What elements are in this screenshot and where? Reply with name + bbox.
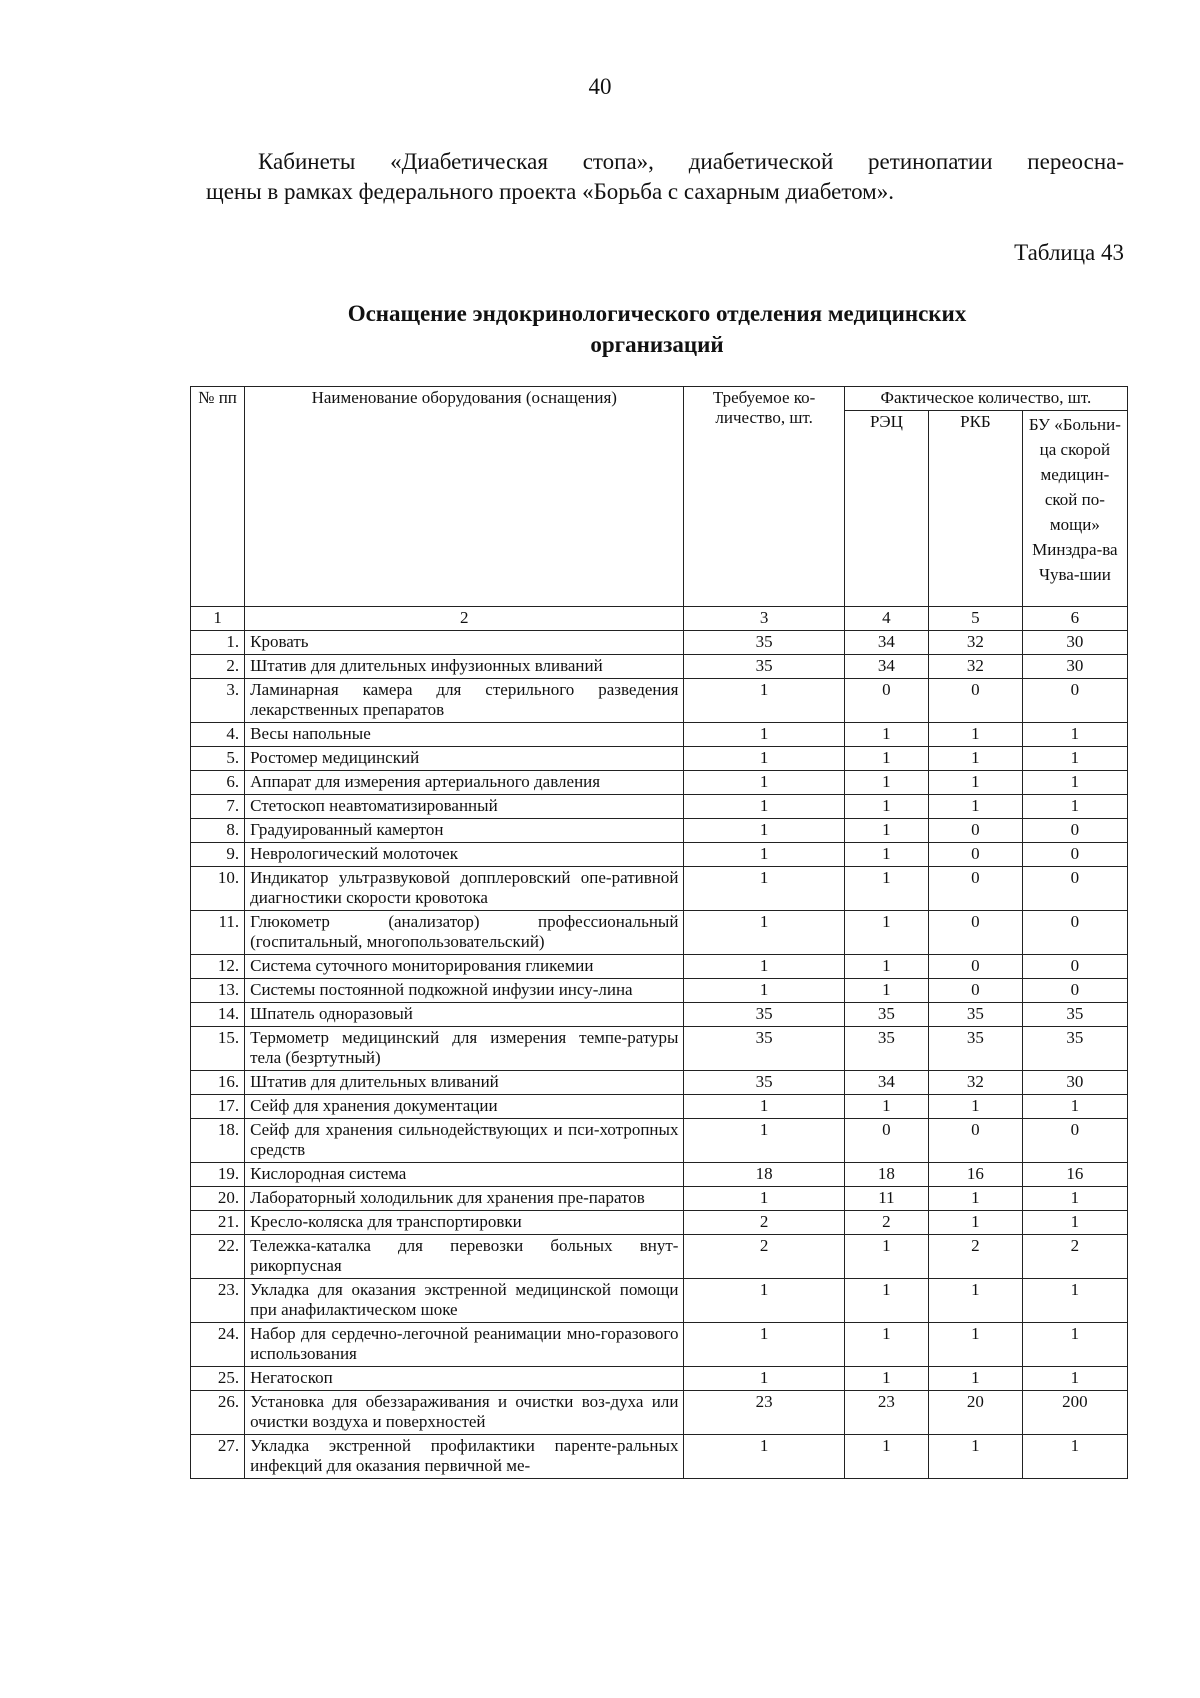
required-qty: 1: [684, 723, 844, 747]
required-qty: 35: [684, 1027, 844, 1071]
rkb-qty: 0: [929, 867, 1023, 911]
bu-qty: 1: [1022, 771, 1127, 795]
table-row: [191, 1235, 1128, 1279]
intro-line-2: щены в рамках федерального проекта «Борьба с сахарным диабетом».: [206, 179, 894, 204]
row-number: 12.: [191, 955, 245, 979]
rec-qty: 2: [844, 1211, 928, 1235]
table-row: [191, 1435, 1128, 1479]
rkb-qty: 0: [929, 979, 1023, 1003]
bu-qty: 0: [1022, 679, 1127, 723]
equipment-name: Аппарат для измерения артериального давления: [245, 771, 684, 795]
row-number: 5.: [191, 747, 245, 771]
bu-qty: 30: [1022, 1071, 1127, 1095]
rec-qty: 1: [844, 1323, 928, 1367]
bu-qty: 1: [1022, 723, 1127, 747]
rec-qty: 18: [844, 1163, 928, 1187]
bu-qty: 1: [1022, 795, 1127, 819]
page-number: 40: [588, 74, 612, 99]
table-row: [191, 1279, 1128, 1323]
row-number: 1.: [191, 631, 245, 655]
required-qty: 23: [684, 1391, 844, 1435]
rec-qty: 1: [844, 979, 928, 1003]
rkb-qty: 0: [929, 911, 1023, 955]
row-number: 13.: [191, 979, 245, 1003]
equipment-name: Штатив для длительных инфузионных вливаний: [245, 655, 684, 679]
row-number: 16.: [191, 1071, 245, 1095]
table-label: Таблица 43: [1014, 240, 1124, 265]
rec-qty: 34: [844, 1071, 928, 1095]
table-header: [191, 387, 1128, 631]
row-number: 4.: [191, 723, 245, 747]
rkb-qty: 1: [929, 1435, 1023, 1479]
equipment-name: Кислородная система: [245, 1163, 684, 1187]
equipment-name: Индикатор ультразвуковой допплеровский опе-ративной диагностики скорости кровотока: [245, 867, 684, 911]
table-row: [191, 867, 1128, 911]
table-row: [191, 679, 1128, 723]
required-qty: 1: [684, 1435, 844, 1479]
required-qty: 1: [684, 1119, 844, 1163]
row-number: 23.: [191, 1279, 245, 1323]
equipment-name: Негатоскоп: [245, 1367, 684, 1391]
bu-qty: 1: [1022, 1367, 1127, 1391]
intro-line-1: Кабинеты «Диабетическая стопа», диабетической ретинопатии переосна-: [258, 149, 1124, 174]
equipment-name: Сейф для хранения сильнодействующих и пси-хотропных средств: [245, 1119, 684, 1163]
equipment-name: Установка для обеззараживания и очистки воз-духа или очистки воздуха и поверхностей: [245, 1391, 684, 1435]
bu-qty: 1: [1022, 1187, 1127, 1211]
col-number-5: 5: [929, 607, 1023, 631]
row-number: 11.: [191, 911, 245, 955]
col-number-1: 1: [191, 607, 245, 631]
rec-qty: 1: [844, 843, 928, 867]
intro-paragraph: [206, 147, 1124, 207]
row-number: 15.: [191, 1027, 245, 1071]
rkb-qty: 16: [929, 1163, 1023, 1187]
required-qty: 35: [684, 655, 844, 679]
row-number: 20.: [191, 1187, 245, 1211]
bu-qty: 1: [1022, 747, 1127, 771]
header-rec: РЭЦ: [844, 411, 928, 607]
required-qty: 1: [684, 1187, 844, 1211]
required-qty: 1: [684, 795, 844, 819]
table-row: [191, 819, 1128, 843]
bu-qty: 30: [1022, 631, 1127, 655]
header-required: Требуемое ко-личество, шт.: [684, 387, 844, 607]
table-title: [0, 298, 1200, 360]
table-row: [191, 1027, 1128, 1071]
rkb-qty: 35: [929, 1003, 1023, 1027]
bu-qty: 0: [1022, 979, 1127, 1003]
header-bu: БУ «Больни-ца скорой медицин-ской по-мощи» Минздра-ва Чува-шии: [1022, 411, 1127, 607]
col-number-4: 4: [844, 607, 928, 631]
row-number: 27.: [191, 1435, 245, 1479]
rkb-qty: 32: [929, 631, 1023, 655]
row-number: 17.: [191, 1095, 245, 1119]
equipment-name: Шпатель одноразовый: [245, 1003, 684, 1027]
required-qty: 1: [684, 867, 844, 911]
table-row: [191, 1187, 1128, 1211]
rec-qty: 1: [844, 955, 928, 979]
bu-qty: 35: [1022, 1003, 1127, 1027]
equipment-table: [190, 386, 1128, 1479]
table-row: [191, 1071, 1128, 1095]
table-row: [191, 1163, 1128, 1187]
rec-qty: 23: [844, 1391, 928, 1435]
table-row: [191, 1211, 1128, 1235]
required-qty: 1: [684, 843, 844, 867]
equipment-name: Ростомер медицинский: [245, 747, 684, 771]
required-qty: 2: [684, 1235, 844, 1279]
rec-qty: 0: [844, 1119, 928, 1163]
bu-qty: 1: [1022, 1095, 1127, 1119]
rkb-qty: 1: [929, 1279, 1023, 1323]
col-number-6: 6: [1022, 607, 1127, 631]
row-number: 10.: [191, 867, 245, 911]
bu-qty: 0: [1022, 1119, 1127, 1163]
rec-qty: 1: [844, 771, 928, 795]
bu-qty: 16: [1022, 1163, 1127, 1187]
required-qty: 1: [684, 747, 844, 771]
row-number: 2.: [191, 655, 245, 679]
rec-qty: 11: [844, 1187, 928, 1211]
required-qty: 1: [684, 979, 844, 1003]
table-row: [191, 911, 1128, 955]
table-row: [191, 655, 1128, 679]
row-number: 18.: [191, 1119, 245, 1163]
table-row: [191, 631, 1128, 655]
equipment-name: Градуированный камертон: [245, 819, 684, 843]
rec-qty: 1: [844, 795, 928, 819]
table-row: [191, 1391, 1128, 1435]
required-qty: 18: [684, 1163, 844, 1187]
row-number: 9.: [191, 843, 245, 867]
rec-qty: 1: [844, 1435, 928, 1479]
rec-qty: 1: [844, 911, 928, 955]
bu-qty: 0: [1022, 867, 1127, 911]
equipment-name: Системы постоянной подкожной инфузии инсу-лина: [245, 979, 684, 1003]
row-number: 19.: [191, 1163, 245, 1187]
equipment-name: Лабораторный холодильник для хранения пре-паратов: [245, 1187, 684, 1211]
equipment-name: Тележка-каталка для перевозки больных внут-рикорпусная: [245, 1235, 684, 1279]
rkb-qty: 1: [929, 1323, 1023, 1367]
equipment-name: Укладка экстренной профилактики паренте-ральных инфекций для оказания первичной ме-: [245, 1435, 684, 1479]
rkb-qty: 0: [929, 819, 1023, 843]
equipment-name: Укладка для оказания экстренной медицинской помощи при анафилактическом шоке: [245, 1279, 684, 1323]
header-num: № пп: [191, 387, 245, 607]
rec-qty: 1: [844, 867, 928, 911]
required-qty: 35: [684, 1071, 844, 1095]
column-number-row: [191, 607, 1128, 631]
required-qty: 1: [684, 819, 844, 843]
row-number: 26.: [191, 1391, 245, 1435]
equipment-name: Ламинарная камера для стерильного разведения лекарственных препаратов: [245, 679, 684, 723]
bu-qty: 2: [1022, 1235, 1127, 1279]
rkb-qty: 2: [929, 1235, 1023, 1279]
table-body: [191, 631, 1128, 1479]
table-row: [191, 1095, 1128, 1119]
table-row: [191, 1003, 1128, 1027]
rkb-qty: 1: [929, 771, 1023, 795]
bu-qty: 1: [1022, 1279, 1127, 1323]
table-row: [191, 771, 1128, 795]
rkb-qty: 35: [929, 1027, 1023, 1071]
row-number: 14.: [191, 1003, 245, 1027]
required-qty: 1: [684, 1095, 844, 1119]
required-qty: 35: [684, 631, 844, 655]
equipment-name: Кресло-коляска для транспортировки: [245, 1211, 684, 1235]
bu-qty: 1: [1022, 1211, 1127, 1235]
rec-qty: 1: [844, 747, 928, 771]
row-number: 6.: [191, 771, 245, 795]
bu-qty: 0: [1022, 911, 1127, 955]
rec-qty: 35: [844, 1003, 928, 1027]
row-number: 21.: [191, 1211, 245, 1235]
table-row: [191, 1367, 1128, 1391]
bu-qty: 0: [1022, 819, 1127, 843]
equipment-name: Глюкометр (анализатор) профессиональный (госпитальный, многопользовательский): [245, 911, 684, 955]
table-row: [191, 795, 1128, 819]
rkb-qty: 1: [929, 747, 1023, 771]
bu-qty: 1: [1022, 1323, 1127, 1367]
row-number: 3.: [191, 679, 245, 723]
bu-qty: 35: [1022, 1027, 1127, 1071]
rkb-qty: 1: [929, 723, 1023, 747]
required-qty: 2: [684, 1211, 844, 1235]
equipment-name: Неврологический молоточек: [245, 843, 684, 867]
rec-qty: 35: [844, 1027, 928, 1071]
rkb-qty: 1: [929, 1187, 1023, 1211]
equipment-name: Стетоскоп неавтоматизированный: [245, 795, 684, 819]
table-row: [191, 1119, 1128, 1163]
required-qty: 1: [684, 1323, 844, 1367]
rec-qty: 1: [844, 1235, 928, 1279]
table-row: [191, 723, 1128, 747]
rec-qty: 0: [844, 679, 928, 723]
rkb-qty: 0: [929, 843, 1023, 867]
required-qty: 1: [684, 911, 844, 955]
table-row: [191, 1323, 1128, 1367]
bu-qty: 30: [1022, 655, 1127, 679]
bu-qty: 1: [1022, 1435, 1127, 1479]
rec-qty: 1: [844, 723, 928, 747]
rec-qty: 34: [844, 655, 928, 679]
header-name: Наименование оборудования (оснащения): [245, 387, 684, 607]
bu-qty: 0: [1022, 955, 1127, 979]
rec-qty: 34: [844, 631, 928, 655]
required-qty: 35: [684, 1003, 844, 1027]
required-qty: 1: [684, 955, 844, 979]
row-number: 25.: [191, 1367, 245, 1391]
row-number: 24.: [191, 1323, 245, 1367]
bu-qty: 0: [1022, 843, 1127, 867]
table-row: [191, 955, 1128, 979]
equipment-name: Система суточного мониторирования гликемии: [245, 955, 684, 979]
rkb-qty: 1: [929, 1211, 1023, 1235]
equipment-name: Сейф для хранения документации: [245, 1095, 684, 1119]
equipment-name: Штатив для длительных вливаний: [245, 1071, 684, 1095]
rec-qty: 1: [844, 1279, 928, 1323]
equipment-name: Кровать: [245, 631, 684, 655]
row-number: 22.: [191, 1235, 245, 1279]
header-actual: Фактическое количество, шт.: [844, 387, 1127, 411]
row-number: 8.: [191, 819, 245, 843]
rkb-qty: 32: [929, 1071, 1023, 1095]
col-number-2: 2: [245, 607, 684, 631]
rkb-qty: 20: [929, 1391, 1023, 1435]
rkb-qty: 1: [929, 1095, 1023, 1119]
rkb-qty: 1: [929, 795, 1023, 819]
equipment-name: Набор для сердечно-легочной реанимации мно-горазового использования: [245, 1323, 684, 1367]
required-qty: 1: [684, 1367, 844, 1391]
required-qty: 1: [684, 771, 844, 795]
table-title-line-2: организаций: [590, 332, 724, 357]
rec-qty: 1: [844, 819, 928, 843]
row-number: 7.: [191, 795, 245, 819]
rkb-qty: 32: [929, 655, 1023, 679]
table-row: [191, 979, 1128, 1003]
table-title-line-1: Оснащение эндокринологического отделения медицинских: [347, 301, 967, 326]
rkb-qty: 1: [929, 1367, 1023, 1391]
header-rkb: РКБ: [929, 411, 1023, 607]
rkb-qty: 0: [929, 679, 1023, 723]
bu-qty: 200: [1022, 1391, 1127, 1435]
equipment-name: Термометр медицинский для измерения темпе-ратуры тела (безртутный): [245, 1027, 684, 1071]
required-qty: 1: [684, 679, 844, 723]
required-qty: 1: [684, 1279, 844, 1323]
equipment-name: Весы напольные: [245, 723, 684, 747]
table-row: [191, 747, 1128, 771]
rec-qty: 1: [844, 1095, 928, 1119]
rec-qty: 1: [844, 1367, 928, 1391]
col-number-3: 3: [684, 607, 844, 631]
table-row: [191, 843, 1128, 867]
rkb-qty: 0: [929, 955, 1023, 979]
rkb-qty: 0: [929, 1119, 1023, 1163]
